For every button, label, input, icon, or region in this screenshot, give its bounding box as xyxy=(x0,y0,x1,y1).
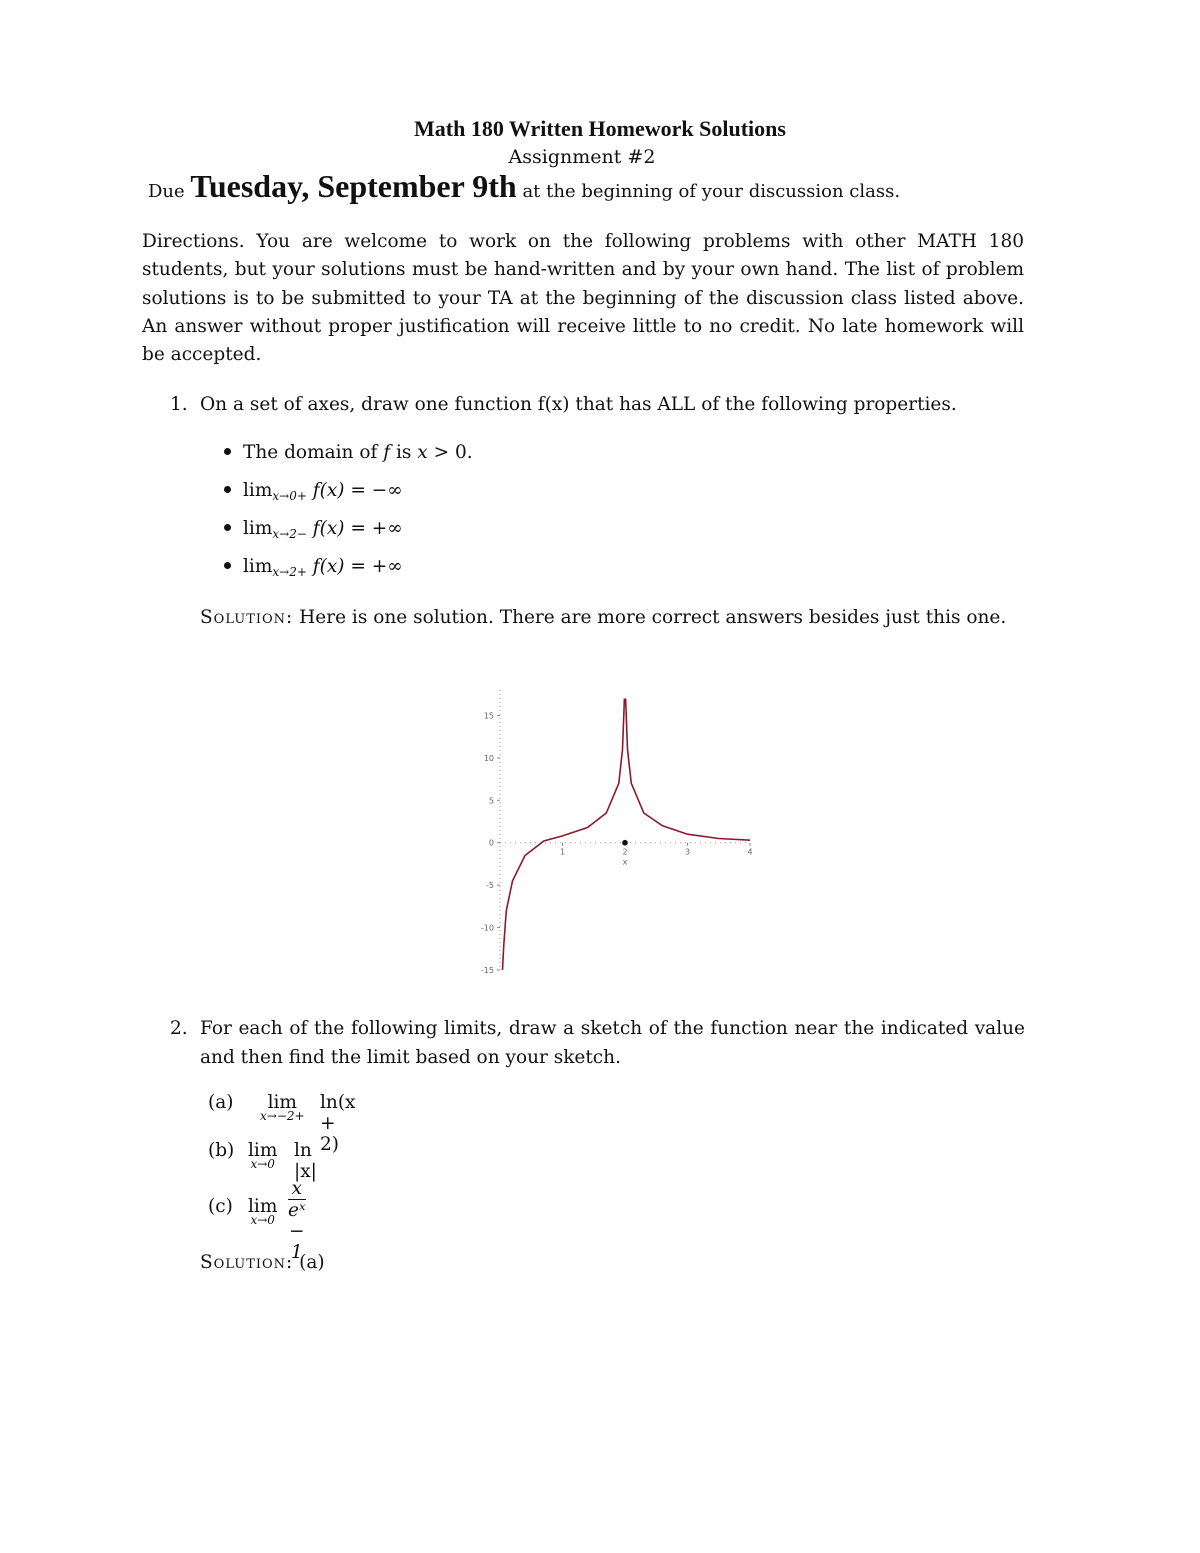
due-suffix: at the beginning of your discussion class. xyxy=(522,181,901,202)
x-tick-label: 3 xyxy=(684,847,691,857)
x-tick-label: 1 xyxy=(559,847,566,857)
y-tick-label: 10 xyxy=(483,753,494,763)
problem-2-number: 2. xyxy=(170,1018,188,1039)
due-prefix: Due xyxy=(148,181,185,202)
property-limit-2-plus: $\lim_{x\to 2+} f(x)$ = +∞ xyxy=(224,556,473,594)
problem-1-properties xyxy=(224,442,473,594)
x-tick-label: 4 xyxy=(747,847,753,857)
problem-1-solution xyxy=(200,604,1024,633)
solution-graph xyxy=(470,680,770,980)
solution-label: Solution: xyxy=(200,1252,294,1273)
solution-label: Solution: xyxy=(200,607,294,628)
property-limit-2-minus: $\lim_{x\to 2-} f(x)$ = +∞ xyxy=(224,518,473,556)
property-domain: The domain of f is x > 0. xyxy=(224,442,473,480)
problem-2-solution xyxy=(200,1252,325,1273)
y-tick-label: -10 xyxy=(480,923,494,933)
curve-right-branch xyxy=(626,699,750,841)
problem-1-statement xyxy=(170,394,1030,415)
problem-1-number: 1. xyxy=(170,394,188,415)
document-title: Math 180 Written Homework Solutions xyxy=(414,116,786,141)
assignment-number: Assignment #2 xyxy=(508,146,656,168)
directions-paragraph: Directions. You are welcome to work on the following problems with other MATH 180 students, but your solutions must be hand-written and by your own hand. The list of problem solutions is to be submitted to your TA at the beginning of the discussion class listed above. An answer without proper justification will receive little to no credit. No late homework will be accepted. xyxy=(142,231,1024,366)
due-date: Tuesday, September 9th xyxy=(190,168,517,204)
homework-page: Math 180 Written Homework Solutions Assignment #2 Due Tuesday, September 9th at the beginning of your discussion class. Directions. You are welcome to work on the following problems with other MATH 180 students, but your solutions must be hand-written and by your own hand. The list of problem solutions is to be submitted to your TA at the beginning of the discussion class listed above. An answer without proper justification will receive little to no credit. No late homework will be accepted. 1. On a set of axes, draw one function f(x) that has ALL of the following properties. The domain of f is x > 0. $\lim_{x\to 0+} f(x)$ = −∞ $\lim_{x\to 2-} f(x)$ = +∞ $\lim_{x\to 2+} f(x)$ = +∞ Solution: Here is one solution. There are more correct answers besides just this one. 15 10 5 0 -5 -10 -15 1 2 3 4 x 2. For each of the following limits, draw a sketch of the function near the indicated value and then find the limit based on your sketch. (a) lim x→−2+ ln(x + 2) (b) lim x→0 ln |x| (c) lim x→0 $\frac{x}{\text{eˣ − 1}}$ Solution: (a) xyxy=(0,0,1200,1553)
x-tick-label: 2 xyxy=(622,847,628,857)
problem-2-text: For each of the following limits, draw a sketch of the function near the indicated value and then find the limit based on your sketch. xyxy=(200,1018,1025,1068)
solution-part: (a) xyxy=(299,1252,325,1273)
y-tick-label: 0 xyxy=(488,838,494,848)
property-limit-0-plus: $\lim_{x\to 0+} f(x)$ = −∞ xyxy=(224,480,473,518)
bullet-icon xyxy=(224,486,231,493)
y-tick-label: -15 xyxy=(480,966,494,975)
y-tick-label: -5 xyxy=(486,881,494,891)
bullet-icon xyxy=(224,448,231,455)
problem-1-text: On a set of axes, draw one function f(x) that has ALL of the following properties. xyxy=(200,394,957,415)
solution-text: Here is one solution. There are more correct answers besides just this one. xyxy=(299,607,1007,628)
hole-marker-point xyxy=(622,840,628,846)
curve-left-branch xyxy=(503,699,628,971)
problem-2-statement xyxy=(170,1015,1025,1068)
bullet-icon xyxy=(224,524,231,531)
x-axis-label: x xyxy=(622,857,628,867)
due-line xyxy=(148,168,900,205)
y-tick-label: 15 xyxy=(483,711,494,721)
y-tick-label: 5 xyxy=(488,796,494,806)
bullet-icon xyxy=(224,562,231,569)
